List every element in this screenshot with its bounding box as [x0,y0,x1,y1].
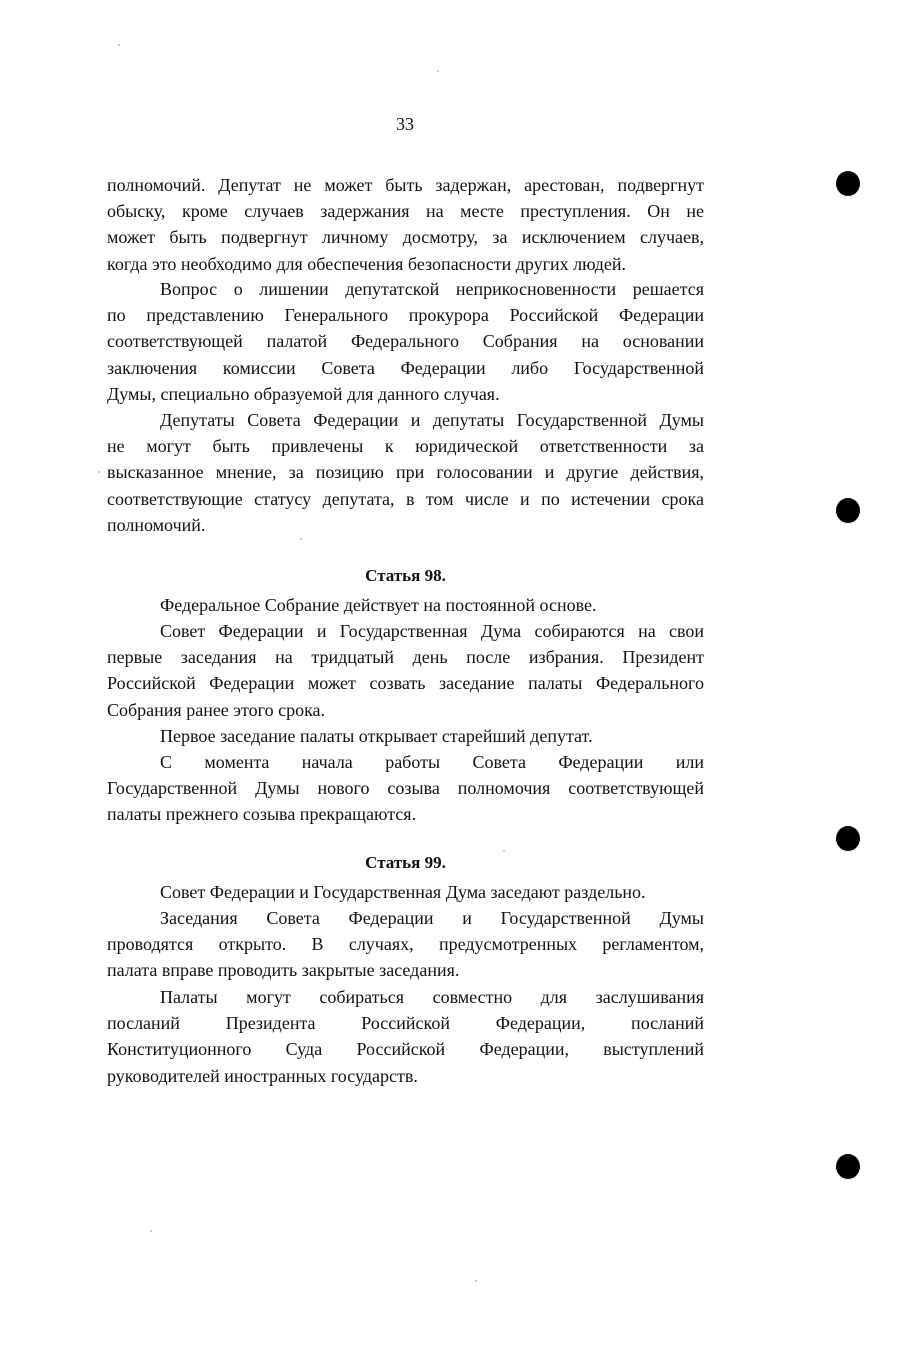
text-line: проводятся открыто. В случаях, предусмотренных регламентом, [107,934,704,955]
text-line: Вопрос о лишении депутатской неприкосновенности решается [160,279,704,299]
scan-speck [118,44,120,46]
text-line: палата вправе проводить закрытые заседания. [107,960,460,981]
intro-paragraph-2 [107,276,704,407]
text-line: первые заседания на тридцатый день после избрания. Президент [107,647,704,668]
text-line: заключения комиссии Совета Федерации либо Государственной [107,357,704,378]
punch-hole-icon [836,171,860,196]
text-line: Государственной Думы нового созыва полномочия соответствующей [107,778,704,799]
article-98-heading: Статья 98. [365,566,446,585]
scan-speck [503,850,505,852]
text-line: соответствующие статусу депутата, в том числе и по истечении срока [107,488,704,509]
text-line: по представлению Генерального прокурора Российской Федерации [107,305,704,326]
text-line: Федеральное Собрание действует на постоянной основе. [160,595,597,615]
intro-paragraph-1 [107,172,704,277]
article-98-paragraph-3 [107,723,704,749]
text-line: Думы, специально образуемой для данного случая. [107,383,500,404]
text-line: С моментa начала работы Совета Федерации или [160,752,704,772]
scan-speck [437,70,439,72]
article-98-paragraph-2 [107,618,704,723]
page-number: 33 [396,114,414,134]
article-98-paragraph-4 [107,749,704,828]
article-99-heading: Статья 99. [365,853,446,872]
article-99-paragraph-1 [107,879,704,905]
text-line: руководителей иностранных государств. [107,1065,418,1086]
text-line: Совет Федерации и Государственная Дума собираются на свои [160,621,704,641]
text-line: Депутаты Совета Федерации и депутаты Государственной Думы [160,410,704,430]
punch-hole-icon [836,1154,860,1179]
text-line: не могут быть привлечены к юридической ответственности за [107,436,704,457]
text-line: полномочий. Депутат не может быть задержан, арестован, подвергнут [107,175,704,195]
text-line: посланий Президента Российской Федерации, посланий [107,1013,704,1034]
text-line: полномочий. [107,514,206,535]
text-line: высказанное мнение, за позицию при голосовании и другие действия, [107,462,704,483]
text-line: Палаты могут собираться совместно для заслушивания [160,987,704,1007]
text-line: когда это необходимо для обеспечения безопасности других людей. [107,253,626,274]
text-line: Заседания Совета Федерации и Государственной Думы [160,908,704,928]
text-line: обыску, кроме случаев задержания на месте преступления. Он не [107,201,704,222]
scan-speck [98,471,100,473]
scan-speck [300,538,302,540]
scan-speck [475,1280,477,1282]
text-line: может быть подвергнут личному досмотру, за исключением случаев, [107,227,704,248]
punch-hole-icon [836,826,860,851]
article-98-paragraph-1 [107,592,704,618]
text-line: Конституционного Суда Российской Федерации, выступлений [107,1039,704,1060]
text-line: Собрания ранее этого срока. [107,699,326,720]
scan-speck [150,1230,152,1232]
article-99-paragraph-2 [107,905,704,984]
intro-paragraph-3 [107,407,704,538]
text-line: палаты прежнего созыва прекращаются. [107,804,417,825]
text-line: Совет Федерации и Государственная Дума заседают раздельно. [160,882,646,902]
text-line: Российской Федерации может созвать заседание палаты Федерального [107,673,704,694]
text-line: соответствующей палатой Федерального Собрания на основании [107,331,704,352]
text-line: Первое заседание палаты открывает старейший депутат. [160,726,593,746]
punch-hole-icon [836,498,860,523]
article-99-paragraph-3 [107,984,704,1089]
